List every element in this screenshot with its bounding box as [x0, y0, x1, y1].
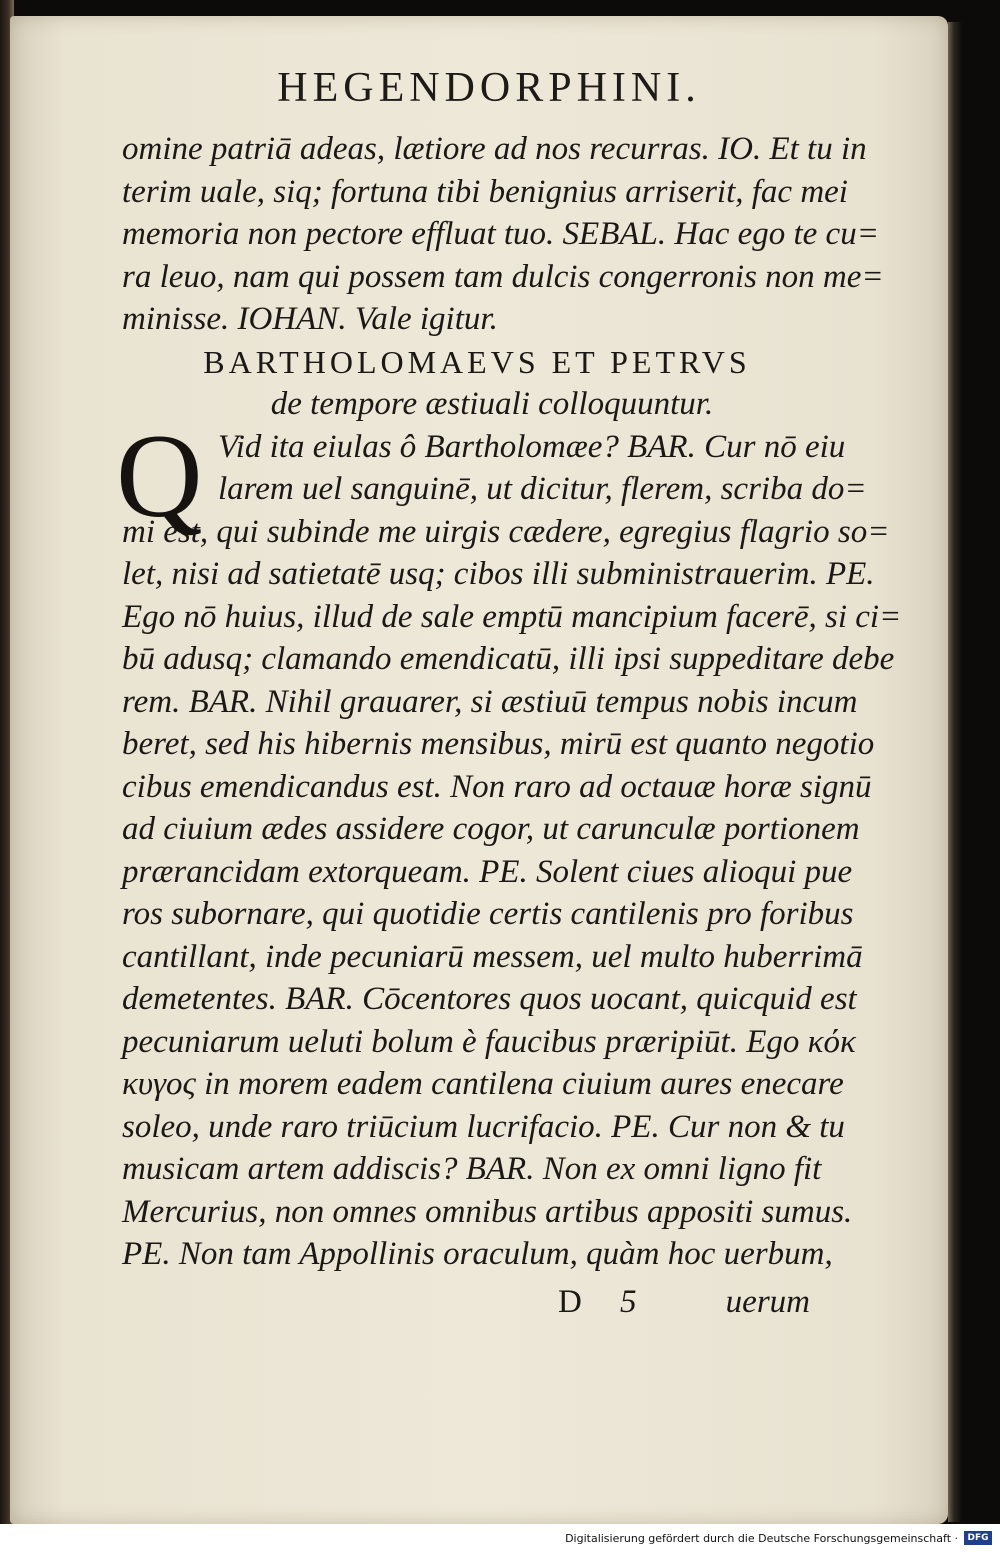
page-edge — [948, 22, 962, 1522]
section-heading: BARTHOLOMAEVS ET PETRVS — [203, 343, 751, 380]
body-line: let, nisi ad satietatē usq; cibos illi subministrauerim. PE. — [122, 556, 875, 592]
body-line: larem uel sanguinē, ut dicitur, flerem, scriba do= — [218, 471, 867, 507]
top-line: minisse. IOHAN. Vale igitur. — [122, 301, 498, 337]
body-line: pecuniarum ueluti bolum è faucibus præripiūt. Ego κόκ — [122, 1023, 856, 1060]
body-line: κυγος in morem eadem cantilena ciuium aures enecare — [122, 1066, 844, 1102]
section-subheading: de tempore æstiuali colloquuntur. — [270, 386, 714, 422]
body-line: Vid ita eiulas ô Bartholomæe? BAR. Cur nō eiu — [218, 428, 846, 465]
body-line: soleo, unde raro triūcium lucrifacio. PE. Cur non & tu — [122, 1108, 845, 1145]
footer-credit: Digitalisierung gefördert durch die Deutsche Forschungsgemeinschaft · — [565, 1532, 958, 1545]
page-foot — [558, 1284, 810, 1328]
body-line: rem. BAR. Nihil grauarer, si æstiuū tempus nobis incum — [122, 683, 858, 720]
body-line: demetentes. BAR. Cōcentores quos uocant, quicquid est — [122, 981, 857, 1017]
top-line: terim uale, siq; fortuna tibi benignius arriserit, fac mei — [122, 173, 848, 210]
running-head: HEGENDORPHINI. — [277, 65, 701, 111]
body-line: mi est, qui subinde me uirgis cædere, egregius flagrio so= — [122, 513, 890, 550]
top-line: memoria non pectore effluat tuo. SEBAL. Hac ego te cu= — [122, 216, 879, 252]
footer-bar — [0, 1524, 1000, 1554]
body-line: ad ciuium ædes assidere cogor, ut carunculæ portionem — [122, 811, 860, 847]
drop-cap: Q — [116, 408, 203, 542]
top-line: omine patriā adeas, lætiore ad nos recurras. IO. Et tu in — [122, 131, 867, 167]
page-text — [116, 128, 902, 1276]
body-line: Ego nō huius, illud de sale emptū mancipium facerē, si ci= — [122, 598, 902, 635]
body-line: ros subornare, qui quotidie certis cantilenis pro foribus — [122, 896, 854, 932]
body-line: cibus emendicandus est. Non raro ad octauæ horæ signū — [122, 768, 872, 805]
dialogue-paragraph — [116, 408, 902, 1276]
body-line: bū adusq; clamando emendicatū, illi ipsi suppeditare debe — [122, 641, 895, 677]
closing-dialogue — [122, 128, 884, 341]
top-line: ra leuo, nam qui possem tam dulcis congerronis non me= — [122, 258, 884, 295]
body-line: beret, sed his hibernis mensibus, mirū est quanto negotio — [122, 726, 875, 762]
catchword: uerum — [725, 1284, 810, 1320]
body-line: prærancidam extorqueam. PE. Solent ciues alioqui pue — [122, 853, 853, 890]
body-line: PE. Non tam Appollinis oraculum, quàm hoc uerbum, — [122, 1236, 833, 1272]
body-line: cantillant, inde pecuniarū messem, uel multo huberrimā — [122, 938, 863, 975]
book-page — [10, 16, 948, 1524]
body-line: musicam artem addiscis? BAR. Non ex omni ligno fit — [122, 1151, 822, 1187]
dfg-logo: DFG — [964, 1531, 992, 1545]
body-line: Mercurius, non omnes omnibus artibus appositi sumus. — [122, 1193, 853, 1230]
signature-number: 5 — [620, 1284, 637, 1320]
signature-mark: D — [558, 1284, 582, 1320]
